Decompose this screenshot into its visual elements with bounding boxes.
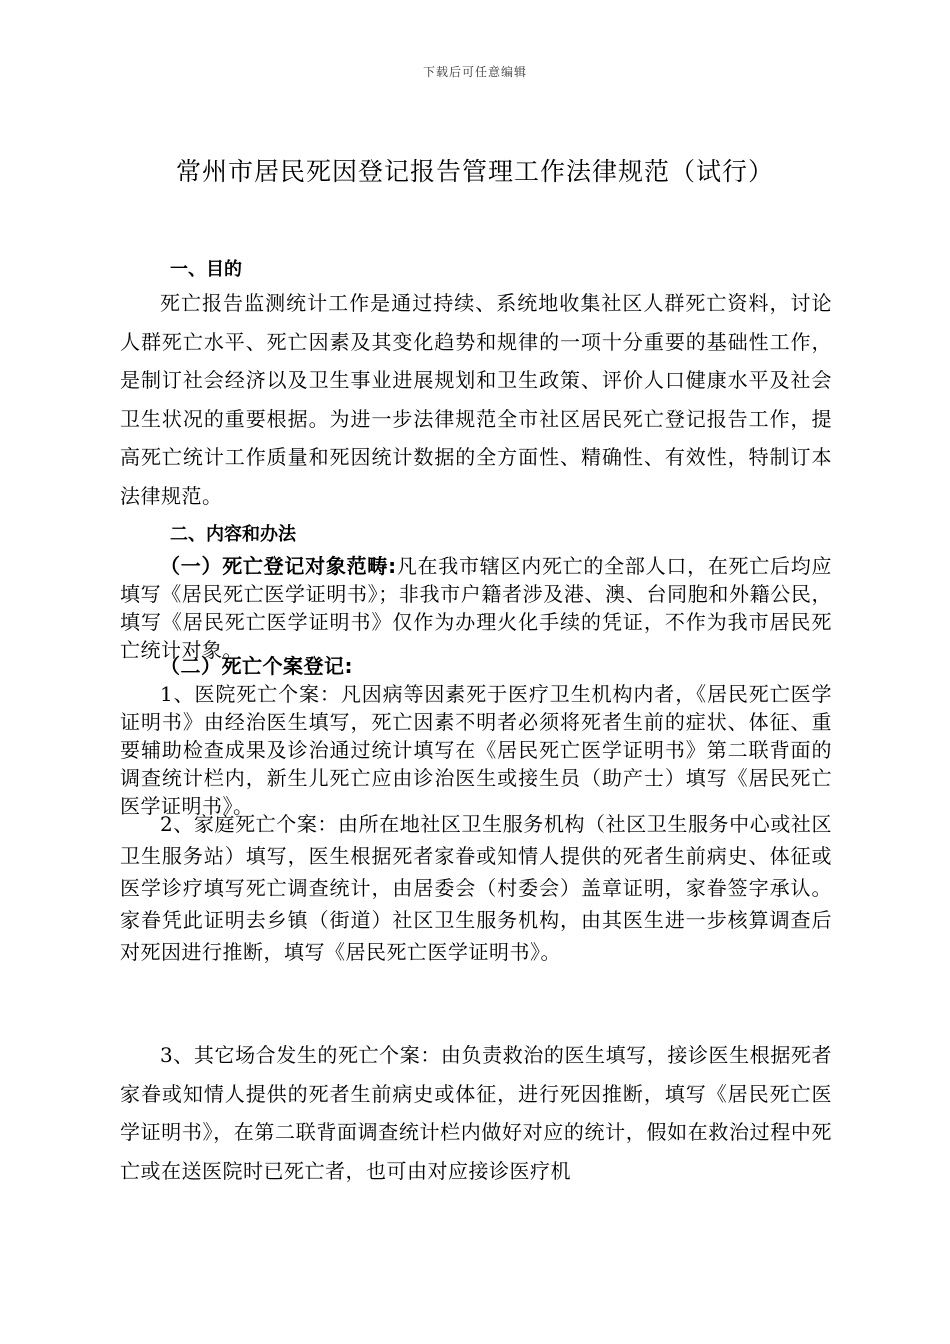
item2-label: （二）死亡个案登记: — [160, 654, 353, 678]
case1-paragraph: 1、医院死亡个案：凡因病等因素死于医疗卫生机构内者，《居民死亡医学证明书》由经治医生填写，死亡因素不明者必须将死者生前的症状、体征、重要辅助检查成果及诊治通过统计填写在《居民死亡医学证明书》第二联背面的调查统计栏内，新生儿死亡应由诊治医生或接生员（助产士）填写《居民死亡医学证明书》。 — [120, 682, 832, 818]
case3-block — [120, 1036, 832, 1190]
purpose-paragraph: 死亡报告监测统计工作是通过持续、系统地收集社区人群死亡资料，讨论人群死亡水平、死亡因素及其变化趋势和规律的一项十分重要的基础性工作，是制订社会经济以及卫生事业进展规划和卫生政策、评价人口健康水平及社会卫生状况的重要根据。为进一步法律规范全市社区居民死亡登记报告工作，提高死亡统计工作质量和死因统计数据的全方面性、精确性、有效性，特制订本法律规范。 — [120, 291, 832, 508]
item1-label: （一）死亡登记对象范畴: — [160, 554, 397, 578]
case2-paragraph: 2、家庭死亡个案：由所在地社区卫生服务机构（社区卫生服务中心或社区卫生服务站）填写，医生根据死者家眷或知情人提供的死者生前病史、体征或医学诊疗填写死亡调查统计，由居委会（村委会）盖章证明，家眷签字承认。家眷凭此证明去乡镇（街道）社区卫生服务机构，由其医生进一步核算调查后对死因进行推断，填写《居民死亡医学证明书》。 — [120, 812, 832, 964]
case3-paragraph: 3、其它场合发生的死亡个案：由负责救治的医生填写，接诊医生根据死者家眷或知情人提供的死者生前病史或体征，进行死因推断，填写《居民死亡医学证明书》，在第二联背面调查统计栏内做好对应的统计，假如在救治过程中死亡或在送医院时已死亡者，也可由对应接诊医疗机 — [120, 1043, 832, 1183]
item1-paragraph — [120, 552, 832, 664]
item1-block — [120, 552, 832, 664]
item1-text: 凡在我市辖区内死亡的全部人口，在死亡后均应填写《居民死亡医学证明书》；非我市户籍者涉及港、澳、台同胞和外籍公民，填写《居民死亡医学证明书》仅作为办理火化手续的凭证，不作为我市居民死亡统计对象。 — [120, 554, 832, 662]
purpose-block — [120, 284, 832, 515]
case2-block — [120, 808, 832, 968]
document-title: 常州市居民死因登记报告管理工作法律规范（试行） — [175, 157, 774, 186]
section-heading-purpose: 一、目的 — [170, 259, 242, 280]
item2-label-line — [120, 652, 832, 680]
section-heading-methods: 二、内容和办法 — [170, 524, 296, 545]
header-note: 下载后可任意编辑 — [422, 65, 527, 79]
item2-block — [120, 652, 832, 820]
